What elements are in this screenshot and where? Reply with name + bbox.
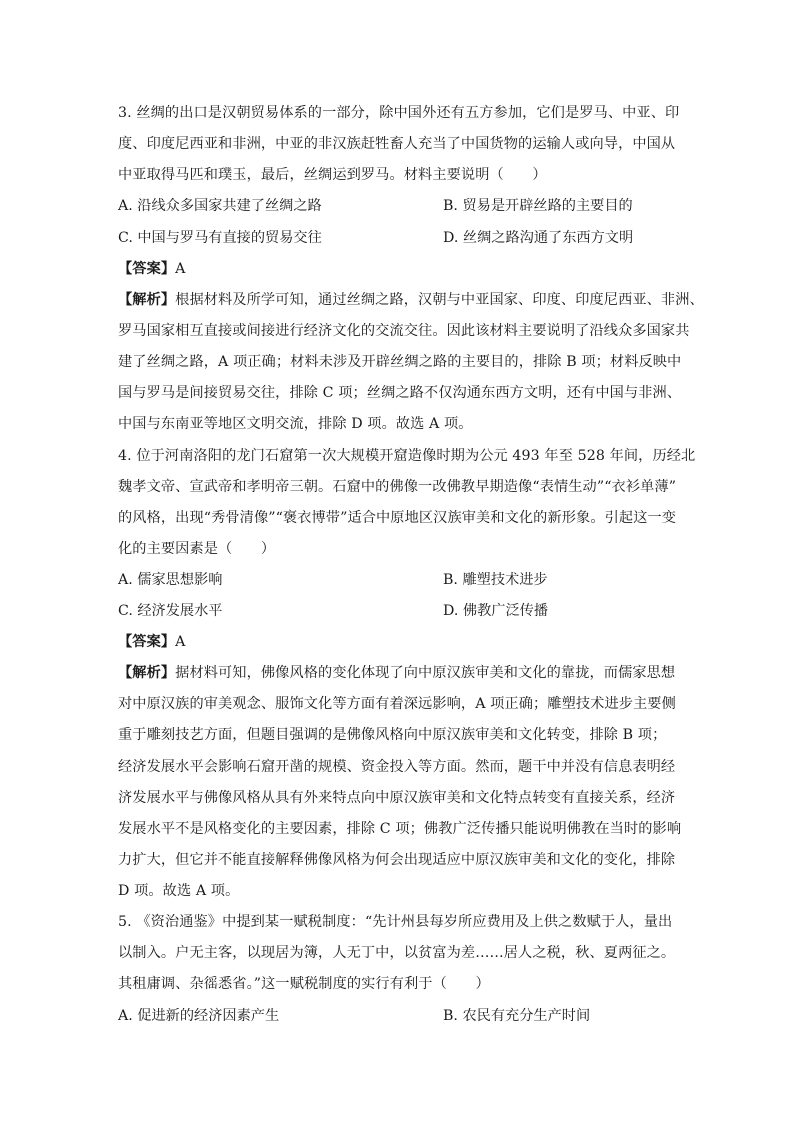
q4-stem-line-4: 化的主要因素是（ ） — [118, 541, 276, 557]
q3-analysis-line-2: 罗马国家相互直接或间接进行经济文化的交流交往。因此该材料主要说明了沿线众多国家共 — [118, 323, 690, 339]
q3-analysis-line-5: 中国与东南亚等地区文明交流，排除 D 项。故选 A 项。 — [118, 416, 473, 432]
q3-analysis-line-1 — [118, 290, 704, 310]
q3-option-b: B. 贸易是开辟丝路的主要目的 — [443, 198, 633, 214]
q4-answer-value: A — [175, 634, 186, 650]
q3-stem-line-3: 中亚取得马匹和璞玉，最后，丝绸运到罗马。材料主要说明（ ） — [118, 167, 547, 183]
q4-analysis-line-2: 对中原汉族的审美观念、服饰文化等方面有着深远影响，A 项正确；雕塑技术进步主要侧 — [118, 696, 676, 712]
q3-analysis-line-3: 建了丝绸之路，A 项正确；材料未涉及开辟丝绸之路的主要目的，排除 B 项；材料反映中 — [118, 354, 682, 370]
q4-stem-line-1: 4. 位于河南洛阳的龙门石窟第一次大规模开窟造像时期为公元 493 年至 528 年间，历经北 — [118, 448, 696, 464]
q4-analysis-line-4: 经济发展水平会影响石窟开凿的规模、资金投入等方面。然而，题干中并没有信息表明经 — [118, 759, 676, 775]
q4-option-a: A. 儒家思想影响 — [118, 572, 223, 588]
q4-option-c: C. 经济发展水平 — [118, 603, 223, 619]
q4-analysis-line-3: 重于雕刻技艺方面，但题目强调的是佛像风格向中原汉族审美和文化转变，排除 B 项； — [118, 727, 667, 743]
q4-analysis-line-6: 发展水平不是风格变化的主要因素，排除 C 项；佛教广泛传播只能说明佛教在当时的影响 — [118, 821, 682, 837]
q4-analysis-line-5: 济发展水平与佛像风格从具有外来特点向中原汉族审美和文化特点转变有直接关系，经济 — [118, 790, 676, 806]
q5-option-a: A. 促进新的经济因素产生 — [118, 1008, 280, 1024]
q5-stem-line-3: 其租庸调、杂徭悉省。”这一赋税制度的实行有利于（ ） — [118, 976, 490, 992]
q4-analysis-tag: 【解析】 — [118, 665, 176, 681]
q3-answer — [118, 259, 678, 279]
q3-option-c: C. 中国与罗马有直接的贸易交往 — [118, 230, 322, 246]
q3-stem-line-1: 3. 丝绸的出口是汉朝贸易体系的一部分，除中国外还有五方参加，它们是罗马、中亚、印 — [118, 105, 680, 121]
q5-stem-line-1: 5. 《资治通鉴》中提到某一赋税制度：“先计州县每岁所应费用及上供之数赋于人，量出 — [118, 914, 673, 930]
q5-option-b: B. 农民有充分生产时间 — [443, 1008, 591, 1024]
q4-stem-line-2: 魏孝文帝、宣武帝和孝明帝三朝。石窟中的佛像一改佛教早期造像“表情生动”“衣衫单薄” — [118, 479, 677, 495]
q4-option-b: B. 雕塑技术进步 — [443, 572, 548, 588]
q4-analysis-line-7: 力扩大，但它并不能直接解释佛像风格为何会出现适应中原汉族审美和文化的变化，排除 — [118, 852, 676, 868]
q4-stem-line-3: 的风格，出现“秀骨清像”“褒衣博带”适合中原地区汉族审美和文化的新形象。引起这一变 — [118, 510, 677, 526]
q3-analysis-line-4: 国与罗马是间接贸易交往，排除 C 项；丝绸之路不仅沟通东西方文明，还有中国与非洲、 — [118, 385, 682, 401]
q3-stem-line-2: 度、印度尼西亚和非洲，中亚的非汉族赶牲畜人充当了中国货物的运输人或向导，中国从 — [118, 136, 676, 152]
q4-option-d: D. 佛教广泛传播 — [443, 603, 549, 619]
q5-stem-line-2: 以制入。户无主客，以现居为簿，人无丁中，以贫富为差……居人之税，秋、夏两征之。 — [118, 945, 676, 961]
q4-answer — [118, 632, 678, 652]
q3-option-a: A. 沿线众多国家共建了丝绸之路 — [118, 198, 322, 214]
q4-analysis-text-1: 据材料可知，佛像风格的变化体现了向中原汉族审美和文化的靠拢，而儒家思想 — [175, 665, 676, 681]
q4-analysis-line-1 — [118, 663, 678, 683]
q3-answer-tag: 【答案】 — [118, 261, 176, 277]
q3-answer-value: A — [175, 261, 186, 277]
q3-analysis-text-1: 根据材料及所学可知，通过丝绸之路，汉朝与中亚国家、印度、印度尼西亚、非洲、 — [175, 292, 704, 308]
q3-analysis-tag: 【解析】 — [118, 292, 176, 308]
q4-analysis-line-8: D 项。故选 A 项。 — [118, 883, 240, 899]
q4-answer-tag: 【答案】 — [118, 634, 176, 650]
q3-option-d: D. 丝绸之路沟通了东西方文明 — [443, 230, 634, 246]
